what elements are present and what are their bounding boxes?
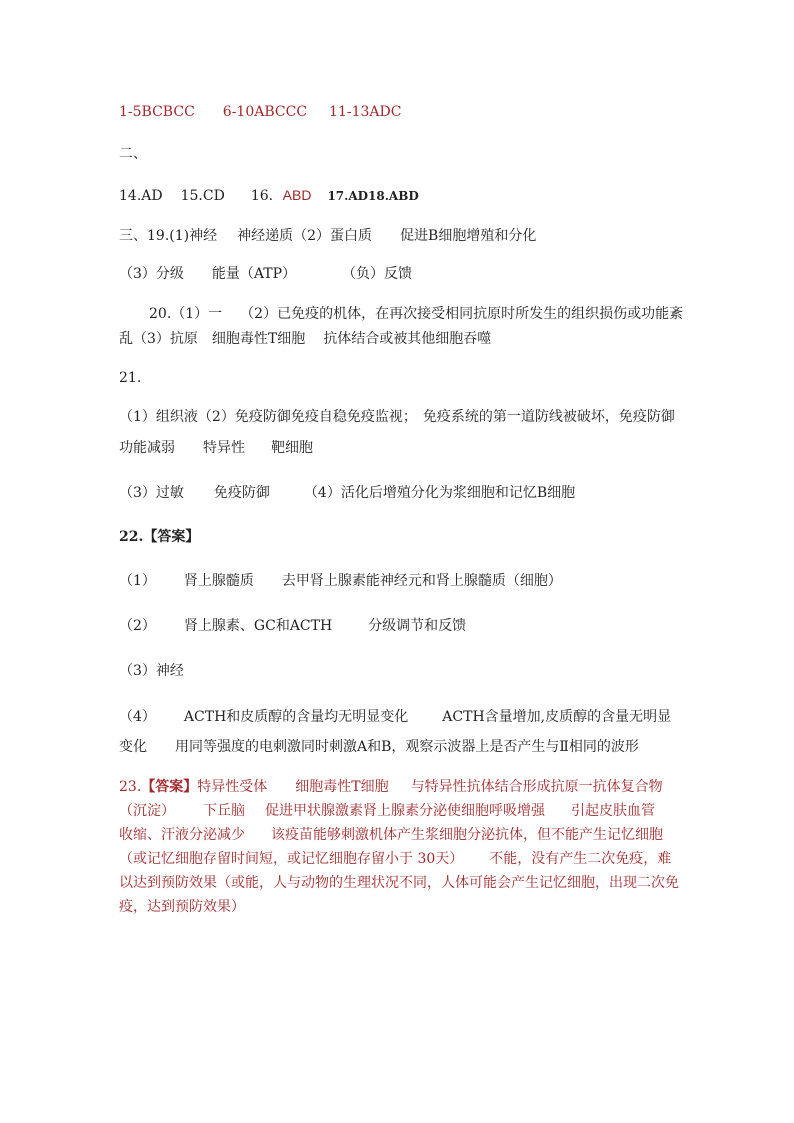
q23-l4b: 不能，没有产生二次免疫，难 [489,851,672,867]
q22-r1-answer2: 去甲肾上腺素能神经元和肾上腺髓质（细胞） [281,573,562,589]
q20-line1 [149,304,683,324]
q22-row5 [119,737,639,757]
q23-l2c: 促进甲状腺激素肾上腺素分泌使细胞呼吸增强 [265,803,545,819]
answer-16: ABD [282,187,312,203]
q22-r4-answer: ACTH和皮质醇的含量均无明显变化 [183,709,409,725]
q23-l5: 以达到预防效果（或能，人与动物的生理状况不同，人体可能会产生记忆细胞，出现二次免 [119,875,679,891]
answer-14: 14.AD [119,188,163,204]
section-two-heading [119,144,147,164]
q22-r2-num: （2） [119,618,156,634]
q23-line1 [119,777,663,797]
q20-part-e: 抗体结合或被其他细胞吞噬 [323,331,492,347]
q22-r5-a: 变化 [119,739,147,755]
answer-17-18: 17.AD18.ABD [327,189,419,203]
q23-line6 [119,897,245,917]
answers-14-18 [119,185,419,206]
q21-number [119,368,141,388]
q22-heading [119,527,199,547]
q21-part-g: 免疫防御 [213,485,270,501]
q21-num: 21. [119,370,142,386]
q22-r2-answer2: 分级调节和反馈 [368,618,467,634]
answer-1-5: 1-5BCBCC [119,104,195,120]
q23-l1c: 与特异性抗体结合形成抗原一抗体复合物 [410,779,663,795]
q23-l3a: 收缩、汗液分泌减少 [119,827,245,843]
q23-line3 [119,825,663,845]
q22-r1-num: （1） [119,573,156,589]
q21-line3 [119,483,575,503]
q23-l2d: 引起皮肤血管 [571,803,655,819]
section-two-label: 二、 [119,146,147,162]
q19-part-c: 促进B细胞增殖和分化 [400,228,537,244]
q21-part-h: （4）活化后增殖分化为浆细胞和记忆B细胞 [303,485,576,501]
q23-line4 [119,849,671,869]
answer-11-13: 11-13ADC [329,104,402,120]
q23-tag: 【答案】 [141,779,198,795]
q19-part-d: （3）分级 [119,266,184,282]
q22-row4 [119,707,671,727]
q20-line2 [119,329,491,349]
q22-head: 22.【答案】 [119,529,200,545]
q22-r4-num: （4） [119,709,156,725]
q21-part-a: （1）组织液（2）免疫防御免疫自稳免疫监视； [119,409,417,425]
q21-part-d: 特异性 [203,440,245,456]
q23-line5 [119,873,679,893]
q23-l4a: （或记忆细胞存留时间短，或记忆细胞存留小于 30天） [119,851,464,867]
q23-num: 23. [119,779,142,795]
q19-part-e: 能量（ATP） [211,266,297,282]
q21-line1 [119,407,675,427]
q23-l2b: 下丘脑 [203,803,245,819]
q23-l6: 疫，达到预防效果） [119,899,245,915]
q20-part-b: （2）已免疫的机体，在再次接受相同抗原时所发生的组织损伤或功能紊 [240,306,684,322]
q22-r1-answer: 肾上腺髓质 [183,573,254,589]
q22-r5-b: 用同等强度的电刺激同时刺激A和B，观察示波器上是否产生与Ⅱ相同的波形 [175,739,639,755]
q19-part-a: 三、19.(1)神经 [119,228,218,244]
q19-part-f: （负）反馈 [342,266,413,282]
q21-part-b: 免疫系统的第一道防线被破坏，免疫防御 [422,409,675,425]
q22-row2 [119,616,466,636]
q23-l1b: 细胞毒性T细胞 [295,779,389,795]
q23-l3b: 该疫苗能够刺激机体产生浆细胞分泌抗体，但不能产生记忆细胞 [271,827,663,843]
q22-row1 [119,571,562,591]
answer-6-10: 6-10ABCCC [222,104,308,120]
q21-part-c: 功能减弱 [119,440,175,456]
q21-part-f: （3）过敏 [119,485,184,501]
q20-part-d: 细胞毒性T细胞 [211,331,306,347]
q22-r3: （3）神经 [119,663,184,679]
q21-part-e: 靶细胞 [271,440,313,456]
q23-l1a: 特异性受体 [197,779,268,795]
q19-line1 [119,226,536,246]
q19-part-b: 神经递质（2）蛋白质 [237,228,373,244]
q22-r4-answer2: ACTH含量增加,皮质醇的含量无明显 [442,709,672,725]
answer-16-num: 16． [250,188,283,204]
q23-l2a: （沉淀） [119,803,175,819]
answer-15: 15.CD [180,188,225,204]
q23-line2 [119,801,655,821]
q20-part-a: 20.（1）一 [149,306,223,322]
q22-row3 [119,661,184,681]
q22-r2-answer: 肾上腺素、GC和ACTH [183,618,333,634]
q21-line2 [119,438,313,458]
q19-line2 [119,264,412,284]
answers-1-13 [119,102,401,122]
q20-part-c: 乱（3）抗原 [119,331,198,347]
